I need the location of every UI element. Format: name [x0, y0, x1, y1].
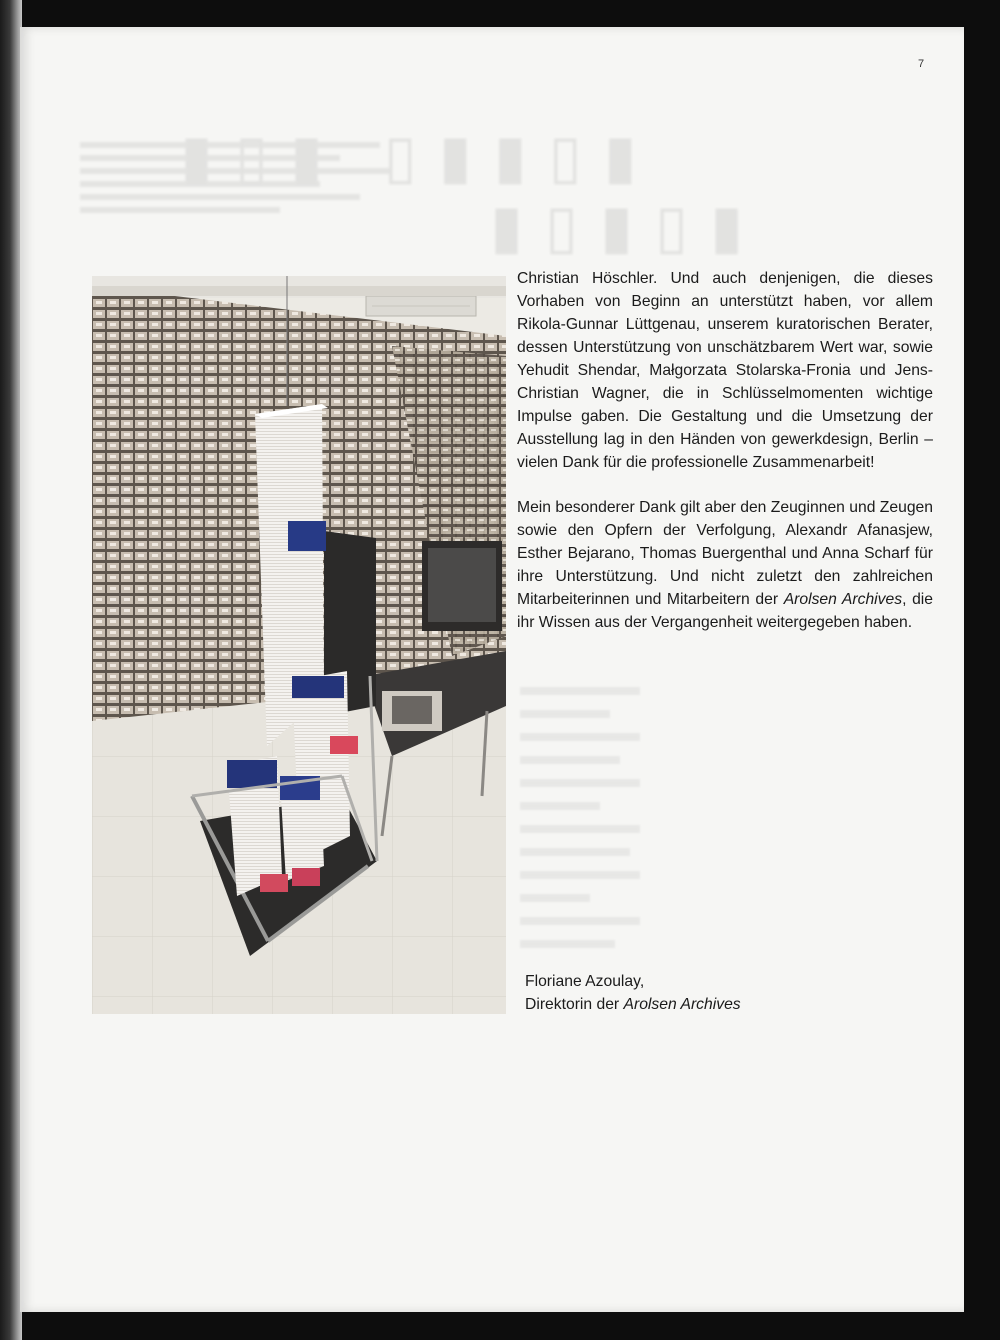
bleed-through-text: ▮▯▮ ▯▮▮▯▮ ▮▯▮▯▮: [80, 122, 960, 282]
book-page: [20, 27, 964, 1312]
book-spine: [0, 0, 22, 1340]
signature-title-prefix: Direktorin der: [525, 996, 624, 1013]
paragraph-1: Christian Höschler. Und auch denjenigen, die dieses Vorhaben von Beginn an unterstützt haben, vor allem Rikola-Gunnar Lüttgenau, unserem kuratorischen Berater, dessen Unterstützung von unschätzbarem Wert war, sowie Yehudit Shendar, Małgorzata Stolarska-Fronia und Jens-Christian Wagner, die in Schlüsselmomenten wichtige Impulse gaben. Die Gestaltung und die Umsetzung der Ausstellung lag in den Händen von gewerkdesign, Berlin – vielen Dank für die professionelle Zusammenarbeit!: [517, 270, 933, 471]
signature-name: Floriane Azoulay,: [525, 973, 645, 990]
acknowledgement-text: [517, 267, 933, 634]
paragraph-2-end: , die ihr Wissen aus der Vergangenheit weitergegeben haben.: [517, 591, 934, 631]
page-number: 7: [918, 58, 925, 70]
bleed-through-column: [520, 687, 720, 963]
paragraph-2-main: Mein besonderer Dank gilt aber den Zeuginnen und Zeugen sowie den Opfern der Verfolgung, Alexandr Afanasjew, Esther Bejarano, Thomas Buergenthal und Anna Scharf für ihre Unterstützung. Und nicht zuletzt den zahlreichen Mitarbeiterinnen und Mitarbeitern der: [517, 499, 934, 608]
paragraph-2: [517, 496, 933, 634]
signature-title-org: Arolsen Archives: [623, 996, 741, 1013]
organization-name: Arolsen Archives: [783, 591, 903, 608]
exhibition-photo: [92, 276, 506, 1014]
signature-title: [525, 993, 905, 1016]
signature-block: [525, 970, 905, 1016]
